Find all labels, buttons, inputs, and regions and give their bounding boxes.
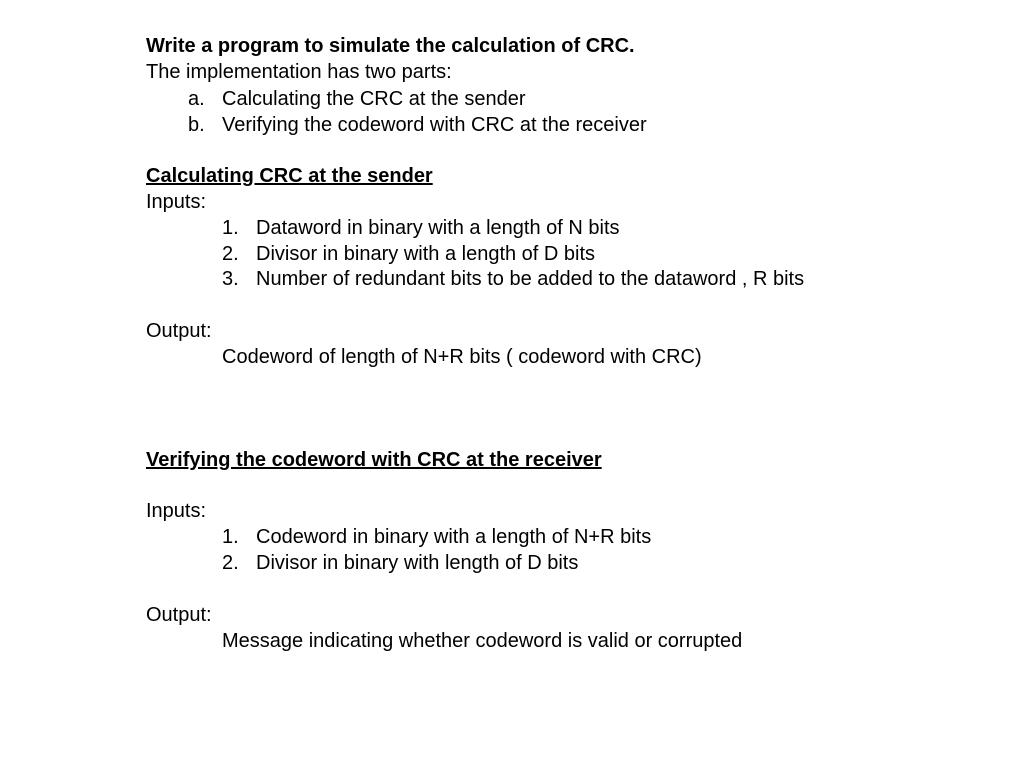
- list-item: Divisor in binary with a length of D bits: [256, 243, 596, 265]
- list-marker: a.: [188, 88, 205, 110]
- list-item: Codeword in binary with a length of N+R bits: [256, 526, 652, 548]
- list-item: Calculating the CRC at the sender: [222, 88, 526, 110]
- sender-output-text: Codeword of length of N+R bits ( codeword with CRC): [222, 346, 702, 368]
- list-marker: 3.: [222, 268, 239, 290]
- list-item: Number of redundant bits to be added to the dataword , R bits: [256, 268, 805, 290]
- list-marker: b.: [188, 114, 205, 136]
- list-marker: 1.: [222, 217, 239, 239]
- receiver-output-label: Output:: [146, 604, 212, 626]
- list-marker: 2.: [222, 552, 239, 574]
- intro-text: The implementation has two parts:: [146, 61, 452, 83]
- list-item: Divisor in binary with length of D bits: [256, 552, 579, 574]
- receiver-inputs-label: Inputs:: [146, 500, 207, 522]
- document-title: Write a program to simulate the calculation of CRC.: [146, 35, 635, 57]
- list-item: Verifying the codeword with CRC at the receiver: [222, 114, 647, 136]
- sender-output-label: Output:: [146, 320, 212, 342]
- list-marker: 1.: [222, 526, 239, 548]
- receiver-output-text: Message indicating whether codeword is valid or corrupted: [222, 630, 743, 652]
- sender-heading: Calculating CRC at the sender: [146, 165, 433, 187]
- sender-inputs-label: Inputs:: [146, 191, 207, 213]
- list-marker: 2.: [222, 243, 239, 265]
- list-item: Dataword in binary with a length of N bits: [256, 217, 620, 239]
- receiver-heading: Verifying the codeword with CRC at the receiver: [146, 449, 602, 471]
